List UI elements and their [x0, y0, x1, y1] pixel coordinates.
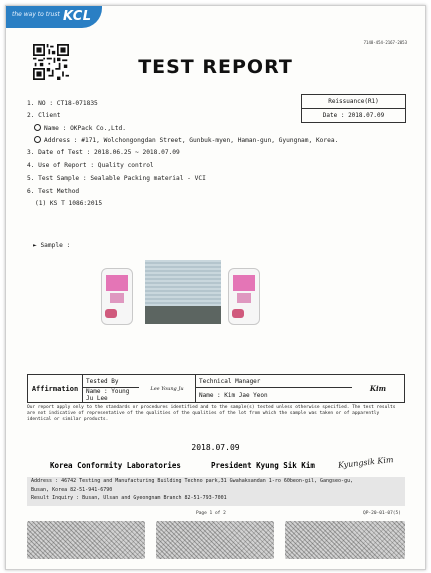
security-pattern-center: [156, 521, 274, 559]
tested-by-label: Tested By: [83, 375, 140, 388]
page-title: TEST REPORT: [138, 56, 293, 78]
sample-label: ► Sample :: [33, 242, 71, 249]
manager-signature: Kim: [352, 375, 405, 403]
form-code: QP-20-01-07(5): [363, 511, 401, 516]
client-address-row: [34, 136, 338, 144]
date-of-test: 3. Date of Test : 2018.06.25 ~ 2018.07.09: [27, 149, 180, 156]
logo-tagline: the way to trust: [12, 11, 60, 18]
circle-bullet-icon: [34, 136, 41, 143]
security-pattern-left: [27, 521, 145, 559]
client-name: Name : OKPack Co.,Ltd.: [44, 125, 126, 132]
logo-brand: KCL: [63, 9, 92, 24]
circle-bullet-icon: [34, 124, 41, 131]
document-number: 7148-454-2167-2053: [363, 40, 407, 45]
report-number: 1. NO : CT18-071835: [27, 100, 98, 107]
affirmation-table: [27, 374, 405, 403]
tester-name: Name : Young Ju Lee: [83, 388, 140, 403]
sample-seal-left: [101, 268, 133, 325]
lab-name: Korea Conformity Laboratories: [50, 461, 181, 470]
sample-seal-right: [228, 268, 260, 325]
sample-pouch: [145, 260, 221, 324]
technical-manager-label: Technical Manager: [196, 375, 353, 388]
security-pattern-right: [285, 521, 405, 559]
affirmation-label: Affirmation: [28, 375, 83, 403]
test-sample: 5. Test Sample : Sealable Packing material - VCI: [27, 175, 206, 182]
address-line-2: Busan, Korea 82-51-941-6790: [31, 486, 113, 493]
page-indicator: Page 1 of 2: [196, 511, 226, 516]
client-heading: 2. Client: [27, 112, 61, 119]
client-address: Address : #171, Wolchongongdan Street, Gunbuk-myen, Haman-gun, Gyungnam, Korea.: [44, 137, 339, 144]
reissuance-date: Date : 2018.07.09: [302, 108, 405, 122]
test-method-item: (1) KS T 1086:2015: [35, 200, 103, 207]
sample-photo: [101, 256, 271, 336]
president-signature: Kyungsik Kim: [337, 455, 394, 470]
use-of-report: 4. Use of Report : Quality control: [27, 162, 154, 169]
test-method-heading: 6. Test Method: [27, 188, 80, 195]
disclaimer-text: Our report apply only to the standards or procedures identified and to the sample(s) tested unless otherwise specified. The test results are not indicative of representative of the qualities of the qualities of the lot from which the sample was taken or of apparently identical or similar products.: [27, 405, 396, 422]
test-report-page: [5, 5, 426, 570]
client-name-row: [34, 124, 126, 132]
issue-date: 2018.07.09: [191, 443, 240, 452]
tester-signature: Lee Young Ju: [139, 375, 196, 403]
manager-name: Name : Kim Jae Yeon: [196, 388, 353, 403]
address-line-1: Address : 46742 Testing and Manufacturing Building Techno park,31 Gwahaksandan 1-ro 60beon-gil, Gangseo-gu,: [31, 478, 354, 484]
address-line-3: Result Inquiry : Busan, Ulsan and Gyeongnam Branch 82-51-793-7001: [31, 495, 227, 501]
reissuance-label: Reissuance(R1): [328, 98, 379, 105]
address-block: [27, 477, 405, 506]
kcl-logo: [6, 6, 102, 28]
reissuance-box: [301, 94, 406, 123]
president-name: President Kyung Sik Kim: [211, 461, 315, 470]
